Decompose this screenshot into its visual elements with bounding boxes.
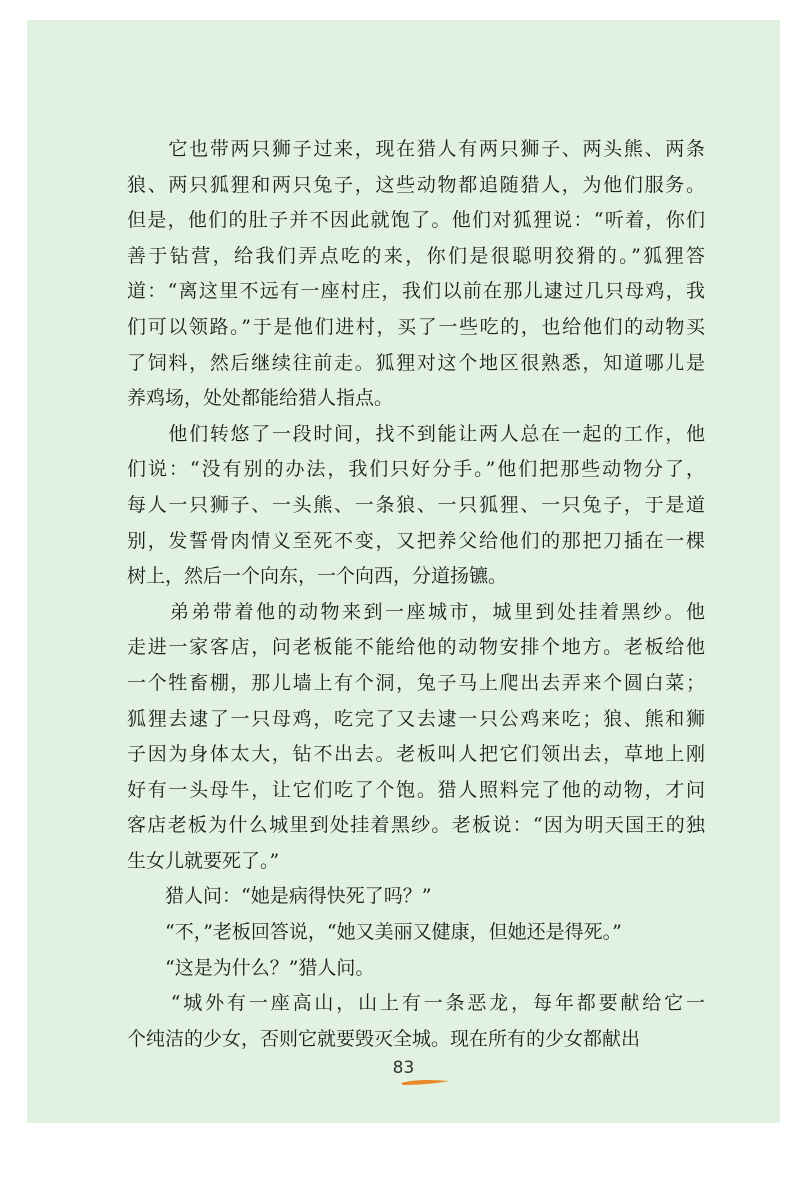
text-line: 好有一头母牛，让它们吃了个饱。猎人照料完了他的动物，才问 bbox=[127, 778, 705, 801]
text-line: “城外有一座高山，山上有一条恶龙，每年都要献给它一 bbox=[127, 992, 705, 1015]
text-line: 子因为身体太大，钻不出去。老板叫人把它们领出去，草地上刚 bbox=[127, 743, 705, 766]
text-line: 一个牲畜棚，那儿墙上有个洞，兔子马上爬出去弄来个圆白菜； bbox=[127, 671, 705, 694]
text-line: 们可以领路。”于是他们进村，买了一些吃的，也给他们的动物买 bbox=[127, 315, 705, 338]
text-line: 们说：“没有别的办法，我们只好分手。”他们把那些动物分了， bbox=[127, 458, 705, 481]
book-page bbox=[27, 20, 780, 1123]
body-text bbox=[127, 132, 705, 1057]
text-line: 猎人问：“她是病得快死了吗？” bbox=[127, 885, 432, 908]
page-number: 83 bbox=[392, 1058, 415, 1078]
text-line: 狐狸去逮了一只母鸡，吃完了又去逮一只公鸡来吃；狼、熊和狮 bbox=[127, 707, 705, 730]
text-line: 它也带两只狮子过来，现在猎人有两只狮子、两头熊、两条 bbox=[127, 138, 705, 160]
text-line: 个纯洁的少女，否则它就要毁灭全城。现在所有的少女都献出 bbox=[127, 1027, 641, 1050]
text-line: 道：“离这里不远有一座村庄，我们以前在那儿逮过几只母鸡，我 bbox=[127, 280, 705, 303]
text-line: 了饲料，然后继续往前走。狐狸对这个地区很熟悉，知道哪儿是 bbox=[127, 351, 705, 374]
text-line: 弟弟带着他的动物来到一座城市，城里到处挂着黑纱。他 bbox=[127, 600, 705, 623]
text-line: “不，”老板回答说，“她又美丽又健康，但她还是得死。” bbox=[127, 921, 622, 944]
text-line: 树上，然后一个向东，一个向西，分道扬镳。 bbox=[127, 565, 508, 588]
text-line: 但是，他们的肚子并不因此就饱了。他们对狐狸说：“听着，你们 bbox=[127, 209, 705, 232]
text-line: “这是为什么？”猎人问。 bbox=[127, 956, 375, 979]
text-line: 他们转悠了一段时间，找不到能让两人总在一起的工作，他 bbox=[127, 422, 705, 445]
text-line: 善于钻营，给我们弄点吃的来，你们是很聪明狡猾的。”狐狸答 bbox=[127, 244, 705, 267]
text-line: 客店老板为什么城里到处挂着黑纱。老板说：“因为明天国王的独 bbox=[127, 814, 705, 837]
page-number-underline-mark bbox=[399, 1077, 451, 1087]
text-line: 养鸡场，处处都能给猎人指点。 bbox=[127, 387, 394, 410]
text-line: 别，发誓骨肉情义至死不变，又把养父给他们的那把刀插在一棵 bbox=[127, 529, 705, 552]
text-line: 走进一家客店，问老板能不能给他的动物安排个地方。老板给他 bbox=[127, 636, 705, 659]
text-line: 狼、两只狐狸和两只兔子，这些动物都追随猎人，为他们服务。 bbox=[127, 173, 705, 196]
text-line: 每人一只狮子、一头熊、一条狼、一只狐狸、一只兔子，于是道 bbox=[127, 493, 705, 516]
text-line: 生女儿就要死了。” bbox=[127, 849, 280, 872]
